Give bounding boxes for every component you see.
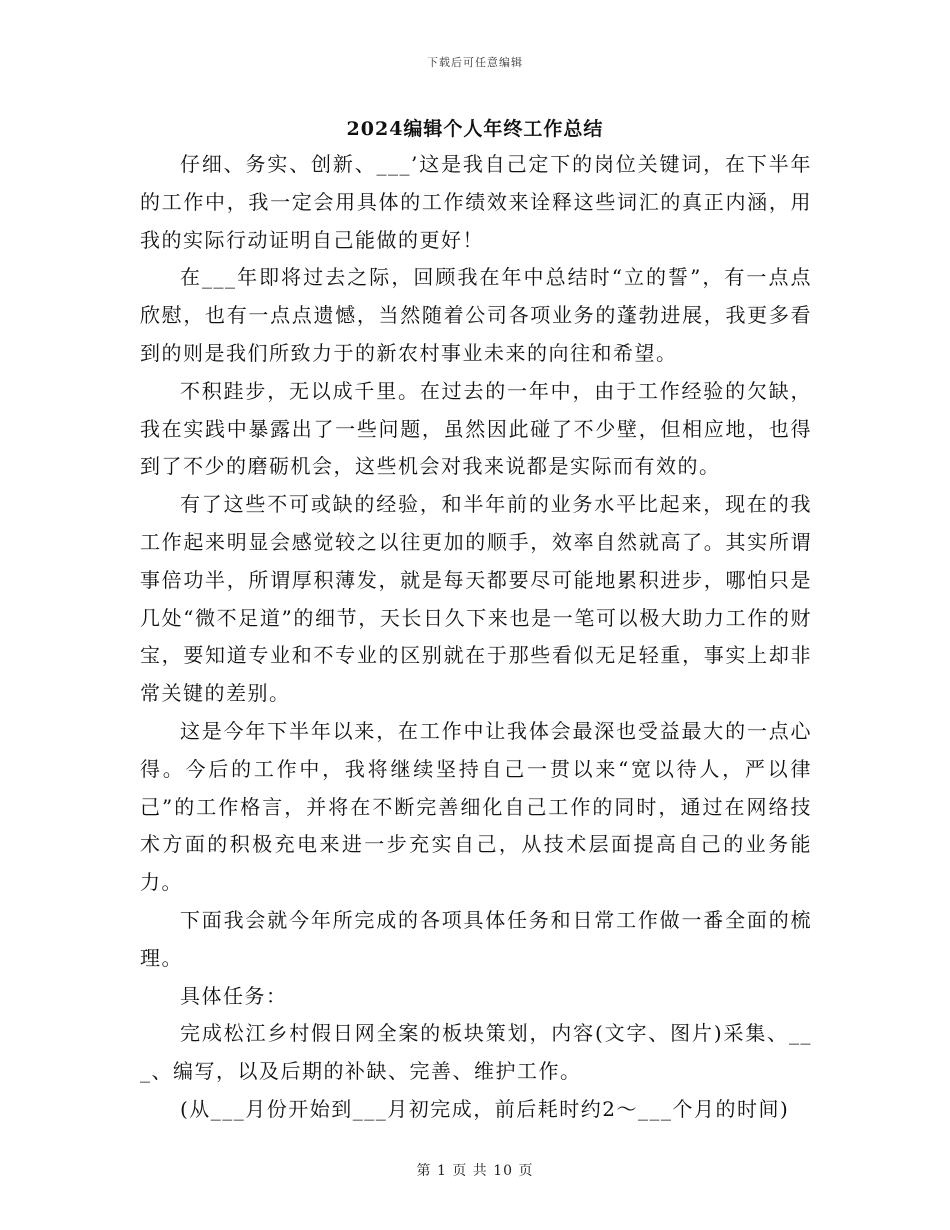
page-header: 下载后可任意编辑 [427,56,523,69]
paragraph-1: 仔细、务实、创新、___’这是我自己定下的岗位关键词，在下半年的工作中，我一定会用具体的工作绩效来诠释这些词汇的真正内涵，用我的实际行动证明自己能做的更好！ [140,152,812,252]
paragraph-3: 不积跬步，无以成千里。在过去的一年中，由于工作经验的欠缺，我在实践中暴露出了一些问题，虽然因此碰了不少壁，但相应地，也得到了不少的磨砺机会，这些机会对我来说都是实际而有效的。 [140,378,812,479]
paragraph-7: 具体任务： [180,983,288,1008]
page-footer: 第 1 页 共 10 页 [416,1163,534,1179]
paragraph-4: 有了这些不可或缺的经验，和半年前的业务水平比起来，现在的我工作起来明显会感觉较之以往更加的顺手，效率自然就高了。其实所谓事倍功半，所谓厚积薄发，就是每天都要尽可能地累积进步，哪怕只是几处“微不足道”的细节，天长日久下来也是一笔可以极大助力工作的财宝，要知道专业和不专业的区别就在于那些看似无足轻重，事实上却非常关键的差别。 [140,492,812,706]
document-body [140,146,812,1129]
paragraph-5: 这是今年下半年以来，在工作中让我体会最深也受益最大的一点心得。今后的工作中，我将继续坚持自己一贯以来“宽以待人，严以律己”的工作格言，并将在不断完善细化自己工作的同时，通过在网络技术方面的积极充电来进一步充实自己，从技术层面提高自己的业务能力。 [140,718,812,895]
paragraph-6: 下面我会就今年所完成的各项具体任务和日常工作做一番全面的梳理。 [140,907,812,970]
document-title: 2024编辑个人年终工作总结 [346,118,604,140]
paragraph-2: 在___年即将过去之际，回顾我在年中总结时“立的誓”，有一点点欣慰，也有一点点遗憾，当然随着公司各项业务的蓬勃进展，我更多看到的则是我们所致力于的新农村事业未来的向往和希望。 [140,265,812,365]
paragraph-8: 完成松江乡村假日网全案的板块策划，内容(文字、图片)采集、___、编写，以及后期的补缺、完善、维护工作。 [140,1021,812,1084]
paragraph-9: (从___月份开始到___月初完成，前后耗时约2～___个月的时间) [180,1096,790,1121]
